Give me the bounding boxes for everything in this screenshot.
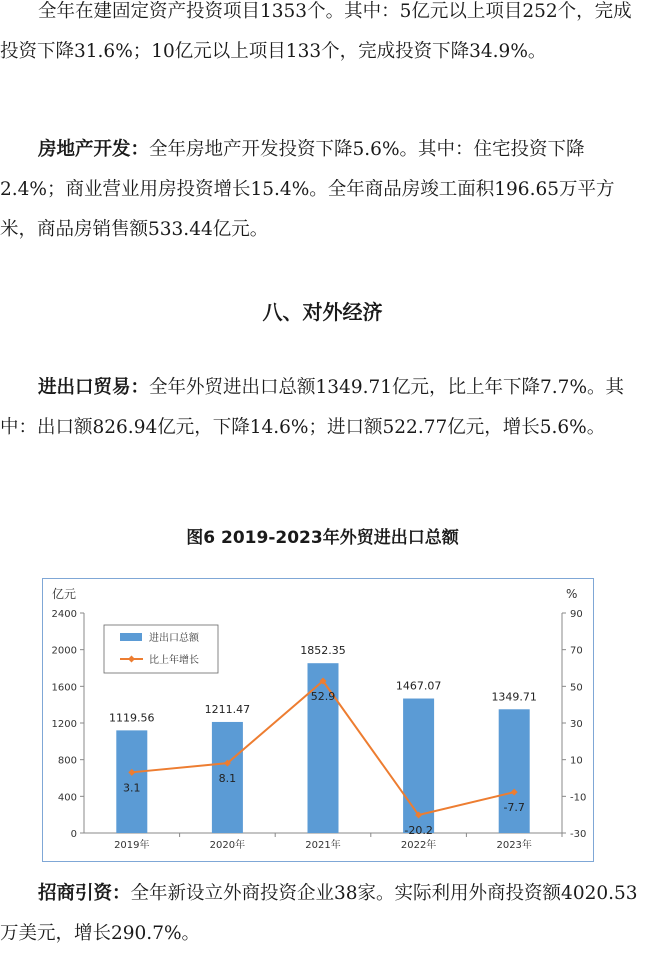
paragraph-text: 全年在建固定资产投资项目1353个。其中：5亿元以上项目252个，完成投资下降31.6%；10亿元以上项目133个，完成投资下降34.9%。: [0, 1, 632, 62]
line-data-label: 8.1: [218, 772, 237, 786]
line-data-label: -20.2: [404, 824, 433, 838]
bar-data-label: 1467.07: [395, 679, 442, 693]
legend-bar-label: 进出口总额: [149, 633, 199, 644]
paragraph-investment-attraction: [0, 874, 640, 954]
paragraph-lead: 进出口贸易：: [38, 377, 150, 398]
bar: [308, 663, 339, 833]
y-right-tick-label: 30: [570, 719, 583, 730]
figure-title: 图6 2019-2023年外贸进出口总额: [186, 528, 459, 548]
y-right-tick-label: 50: [570, 682, 583, 694]
legend-bar-swatch: [120, 633, 142, 641]
x-tick-label: 2019年: [114, 840, 150, 851]
y-left-tick-label: 2400: [51, 609, 77, 620]
line-data-label: -7.7: [503, 801, 525, 815]
y-right-tick-label: -10: [570, 792, 587, 804]
y-right-tick-label: 90: [570, 609, 583, 620]
x-tick-label: 2022年: [400, 840, 437, 851]
bar-data-label: 1119.56: [109, 711, 155, 725]
y-right-tick-label: 70: [570, 645, 583, 657]
paragraph-text: 全年房地产开发投资下降5.6%。其中：住宅投资下降2.4%；商业营业用房投资增长15.4%。全年商品房竣工面积196.65万平方米，商品房销售额533.44亿元。: [0, 139, 615, 240]
y-left-tick-label: 1600: [51, 682, 77, 694]
y-left-tick-label: 2000: [51, 645, 77, 657]
y-right-label: %: [566, 587, 578, 601]
section-title: 八、对外经济: [262, 300, 383, 324]
y-left-tick-label: 1200: [51, 719, 77, 730]
bar: [499, 709, 530, 833]
line-data-label: 3.1: [123, 781, 141, 795]
paragraph-real-estate: [0, 130, 640, 250]
y-right-tick-label: 10: [570, 755, 583, 767]
bar-data-label: 1349.71: [491, 690, 537, 704]
paragraph-lead: 招商引资：: [38, 883, 131, 904]
paragraph-text: 全年新设立外商投资企业38家。实际利用外商投资额4020.53万美元，增长290.7%。: [0, 883, 638, 944]
paragraph-lead: 房地产开发：: [38, 139, 150, 160]
chart-legend: [104, 625, 218, 673]
legend-line-label: 比上年增长: [149, 655, 199, 666]
bar-data-label: 1211.47: [204, 702, 251, 716]
x-tick-label: 2020年: [209, 840, 246, 851]
paragraph-fixed-asset-projects: [0, 0, 640, 72]
paragraph-text: 全年外贸进出口总额1349.71亿元，比上年下降7.7%。其中：出口额826.94亿元，下降14.6%；进口额522.77亿元，增长5.6%。: [0, 377, 625, 438]
y-left-tick-label: 0: [70, 829, 77, 840]
y-right-tick-label: -30: [570, 829, 587, 840]
paragraph-foreign-trade: [0, 368, 640, 448]
y-left-label: 亿元: [52, 587, 77, 601]
line-data-label: 52.9: [310, 690, 336, 704]
bar-data-label: 1852.35: [300, 644, 346, 658]
y-left-tick-label: 800: [57, 755, 77, 767]
trade-chart: [42, 578, 594, 862]
x-tick-label: 2021年: [305, 840, 341, 851]
x-tick-label: 2023年: [496, 840, 532, 851]
y-left-tick-label: 400: [57, 792, 77, 804]
